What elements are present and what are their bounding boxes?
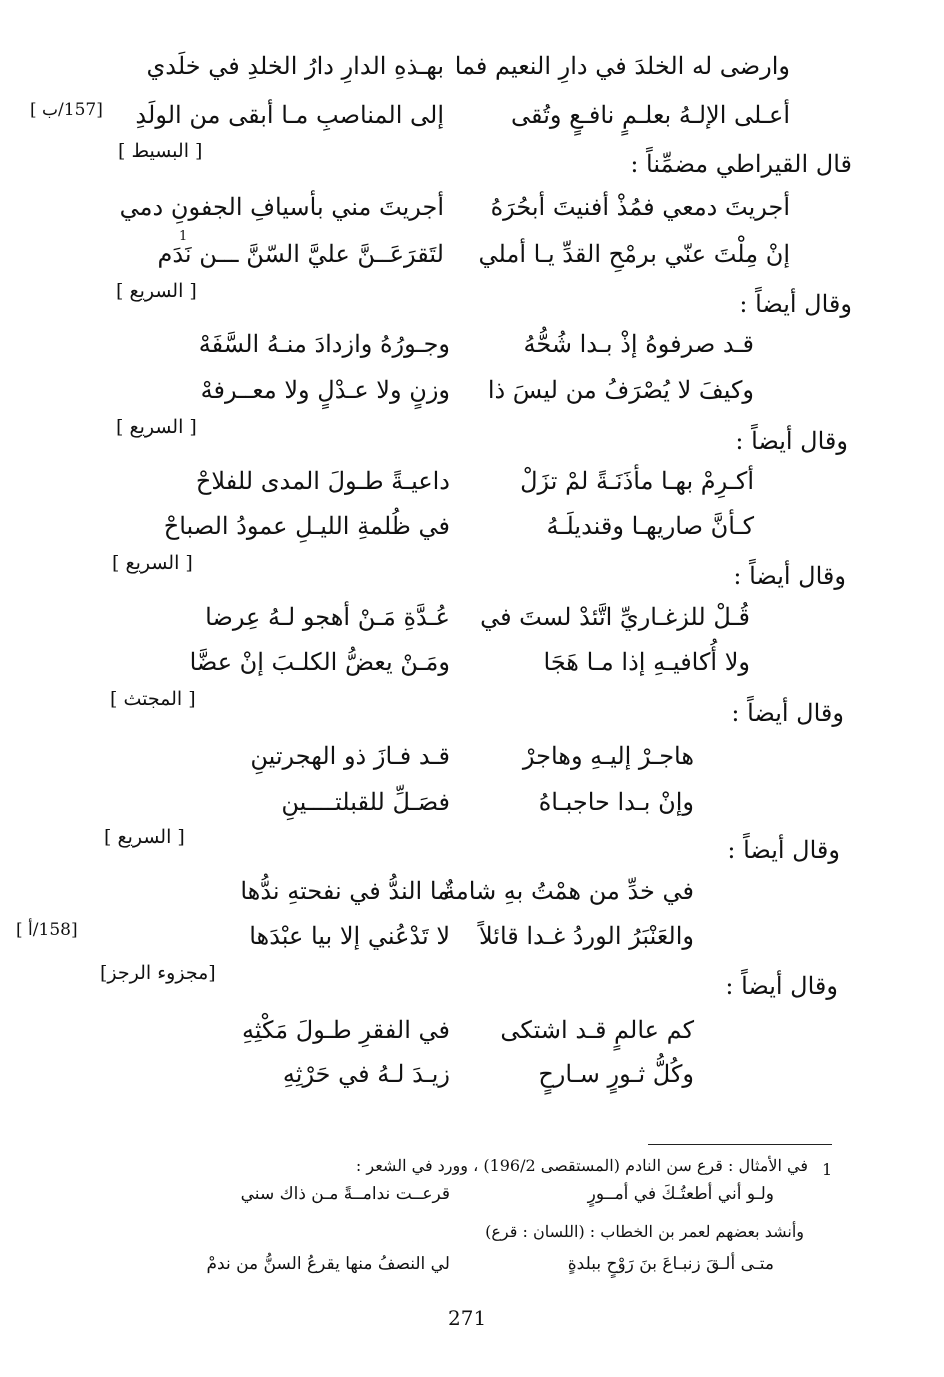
verse-right: والعَنْبَرُ الوردُ غـدا قائلاً xyxy=(478,922,694,950)
verse-right: قـد صرفوهُ إذْ بـدا شُحُّهُ xyxy=(523,330,754,358)
meter-label: [مجزوء الرجز] xyxy=(100,962,216,984)
poem-intro: وقال أيضاً : xyxy=(725,972,838,1000)
verse-left: داعيـةً طـولَ المدى للفلاحْ xyxy=(195,467,450,495)
poem-intro: قال القيراطي مضمِّناً : xyxy=(630,150,852,178)
poem-intro: وقال أيضاً : xyxy=(731,699,844,727)
page-number: 271 xyxy=(448,1306,487,1330)
verse-left: عُـدَّةِ مَـنْ أهجو لـهُ عِرضا xyxy=(205,603,450,631)
footnote-verse-right: متـى ألـقَ زنبـاعَ بنَ رَوْحٍ ببلدةٍ xyxy=(567,1254,774,1274)
verse-left: ما الندُّ في نفحتهِ ندُّها xyxy=(240,877,450,905)
footnote-verse-right: ولـو أني أطعتُـكَ في أمــورٍ xyxy=(587,1184,774,1204)
verse-left: في ظُلمةِ الليـلِ عمودُ الصباحْ xyxy=(163,512,450,540)
verse-left: لا تَدْعُني إلا بيا عبْدَها xyxy=(249,922,450,950)
poem-intro: وقال أيضاً : xyxy=(733,562,846,590)
meter-label: [ السريع ] xyxy=(116,280,197,302)
verse-right: في خدِّ من همْتُ بهِ شامةٌ xyxy=(443,877,694,905)
folio-marker: [158/أ ] xyxy=(16,920,78,940)
footnote-text: في الأمثال : قرع سن النادم (المستقصى 196/2) ، وورد في الشعر : xyxy=(355,1156,808,1175)
verse-left: وجـورُهُ وازدادَ منـهُ السَّفَهْ xyxy=(198,330,450,358)
meter-label: [ السريع ] xyxy=(104,826,185,848)
meter-label: [ السريع ] xyxy=(112,552,193,574)
verse-right: كم عالمٍ قـد اشتكى xyxy=(500,1016,694,1044)
verse-left: زيـدَ لـهُ في حَرْثِهِ xyxy=(282,1060,450,1088)
verse-right: وارضى له الخلدَ في دارِ النعيم فما xyxy=(454,52,790,80)
folio-marker: [157/ب ] xyxy=(30,100,103,120)
poem-intro: وقال أيضاً : xyxy=(739,290,852,318)
verse-right: أكـرِمْ بهـا مأذَنَـةً لمْ تزَلْ xyxy=(520,467,754,495)
verse-right: إنْ مِلْتَ عنّي برمْحِ القدِّ يـا أملي xyxy=(478,240,790,268)
verse-left: ومَـنْ يعضُّ الكلـبَ إنْ عضَّا xyxy=(189,648,450,676)
verse-left: فصَـلِّ للقبلتــــينِ xyxy=(281,788,450,816)
verse-right: أعـلى الإلـهُ بعلـمٍ نافـعٍ وتُقى xyxy=(511,101,790,129)
verse-left: في الفقرِ طـولَ مَكْثِهِ xyxy=(241,1016,450,1044)
poem-intro: وقال أيضاً : xyxy=(735,427,848,455)
meter-label: [ السريع ] xyxy=(116,416,197,438)
meter-label: [ المجتث ] xyxy=(110,688,196,710)
poem-intro: وقال أيضاً : xyxy=(727,836,840,864)
verse-right: هاجـرْ إليـهِ وهاجرْ xyxy=(522,742,694,770)
meter-label: [ البسيط ] xyxy=(118,140,203,162)
footnote-number: 1 xyxy=(822,1160,833,1179)
verse-right: ولا أُكافيـهِ إذا مـا هَجَا xyxy=(543,648,750,676)
footnote-ref: 1 xyxy=(179,229,188,244)
verse-right: كـأنَّ صاريهـا وقنديلَـهُ xyxy=(546,512,754,540)
footnote-text: وأنشد بعضهم لعمر بن الخطاب : (اللسان : قرع) xyxy=(485,1222,804,1241)
verse-left: وزنٍ ولا عـدْلٍ ولا معــرفهْ xyxy=(200,376,450,404)
footnote-rule xyxy=(648,1144,832,1145)
verse-right: وكُلُّ ثـورٍ سـارحٍ xyxy=(538,1060,694,1088)
verse-left: قـد فـازَ ذو الهجرتينِ xyxy=(250,742,450,770)
verse-left: بهـذهِ الدارِ دارُ الخلدِ في خلَدي xyxy=(146,52,444,80)
verse-right: وإنْ بـدا حاجبـاهُ xyxy=(538,788,694,816)
verse-right: وكيفَ لا يُصْرَفُ من ليسَ ذا xyxy=(487,376,754,404)
footnote-verse-left: لي النصفُ منها يقرعُ السنُّ من ندمْ xyxy=(206,1254,450,1274)
verse-left: إلى المناصبِ مـا أبقى من الولَدِ xyxy=(135,101,444,129)
verse-left: لتَقرَعَــنَّ عليَّ السّنَّ ـــن نَدَم xyxy=(157,240,444,268)
footnote-verse-left: قرعــت ندامــةً مـن ذاك سني xyxy=(240,1184,450,1204)
verse-right: أجريتَ دمعي فمُذْ أفنيتَ أبحُرَهُ xyxy=(490,193,790,221)
verse-right: قُـلْ للزغـاريِّ اتَّئدْ لستَ في xyxy=(480,603,750,631)
verse-left: أجريتَ مني بأسيافِ الجفونِ دمي xyxy=(119,193,444,221)
